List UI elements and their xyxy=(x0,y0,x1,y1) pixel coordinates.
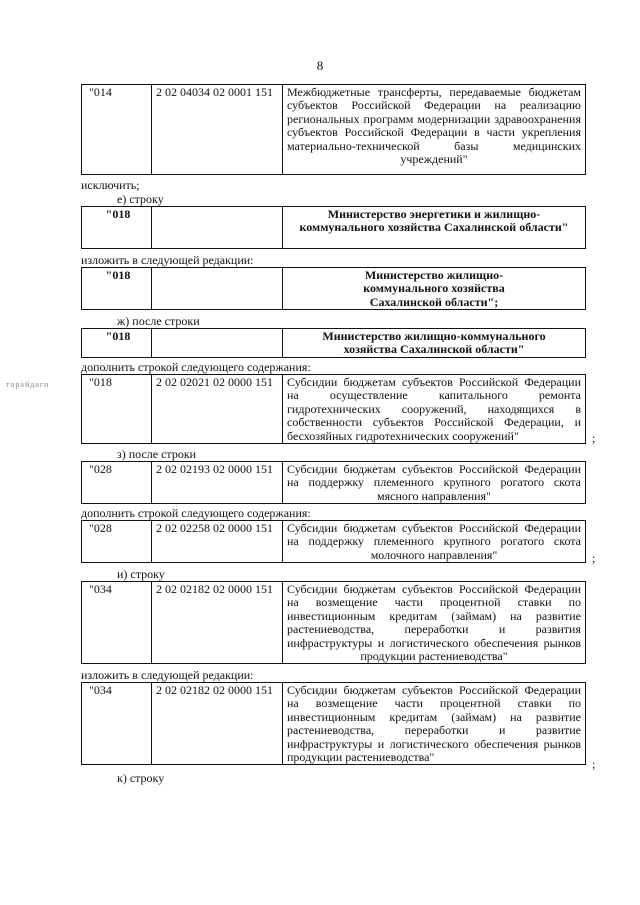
table-row-1 xyxy=(81,84,586,175)
row-kbk: 2 02 02182 02 0000 151 xyxy=(152,582,283,664)
instruction-line: к) строку xyxy=(117,771,165,785)
row-text: Министерство энергетики и жилищно-коммунального хозяйства Сахалинской области" xyxy=(283,207,586,249)
instruction-line: з) после строки xyxy=(117,447,197,461)
instruction-line: дополнить строкой следующего содержания: xyxy=(81,360,311,374)
row-kbk xyxy=(152,329,283,358)
semicolon: ; xyxy=(592,757,596,771)
instruction-line: е) строку xyxy=(117,192,164,206)
table-row-4 xyxy=(81,328,586,358)
row-code: "028 xyxy=(82,521,152,563)
semicolon: ; xyxy=(592,431,596,445)
instruction-line: изложить в следующей редакции: xyxy=(81,668,254,682)
row-text: Субсидии бюджетам субъектов Российской Федерации на поддержку племенного крупного рогатого скота молочного направления" xyxy=(283,521,586,563)
row-text: Министерство жилищно-коммунального хозяйства Сахалинской области"; xyxy=(283,268,586,310)
table-row-3 xyxy=(81,267,586,310)
row-code: "018 xyxy=(82,207,152,249)
table-row-7 xyxy=(81,520,586,563)
instruction-line: дополнить строкой следующего содержания: xyxy=(81,506,311,520)
row-kbk: 2 02 02182 02 0000 151 xyxy=(152,683,283,765)
row-kbk: 2 02 02258 02 0000 151 xyxy=(152,521,283,563)
instruction-line: изложить в следующей редакции: xyxy=(81,253,254,267)
instruction-line: исключить; xyxy=(81,178,140,192)
instruction-line: ж) после строки xyxy=(117,314,200,328)
row-code: "028 xyxy=(82,462,152,504)
row-kbk: 2 02 04034 02 0001 151 xyxy=(152,85,283,175)
row-code: "034 xyxy=(82,582,152,664)
row-code: "018 xyxy=(82,268,152,310)
table-row-9 xyxy=(81,682,586,765)
row-text: Субсидии бюджетам субъектов Российской Федерации на возмещение части процентной ставки по инвестиционным кредитам (займам) на развитие растениеводства, переработки и развития инфраструктуры и логистического обеспечения рынков продукции растениеводства" xyxy=(283,582,586,664)
page-number: 8 xyxy=(316,58,324,73)
row-code: "014 xyxy=(82,85,152,175)
row-text: Министерство жилищно-коммунального хозяйства Сахалинской области" xyxy=(283,329,586,358)
table-row-6 xyxy=(81,461,586,504)
row-code: "018 xyxy=(82,329,152,358)
table-row-8 xyxy=(81,581,586,664)
row-kbk xyxy=(152,268,283,310)
semicolon: ; xyxy=(592,551,596,565)
row-kbk xyxy=(152,207,283,249)
table-row-2 xyxy=(81,206,586,249)
row-kbk: 2 02 02193 02 0000 151 xyxy=(152,462,283,504)
row-text: Субсидии бюджетам субъектов Российской Федерации на осуществление капитального ремонта гидротехнических сооружений, находящихся в собственности субъектов Российской Федерации, и бесхозяйных гидротехнических сооружений" xyxy=(283,375,586,444)
row-text: Субсидии бюджетам субъектов Российской Федерации на возмещение части процентной ставки по инвестиционным кредитам (займам) на развитие растениеводства, переработки и развитие инфраструктуры и логистического обеспечения рынков продукции растениеводства" xyxy=(283,683,586,765)
row-code: "034 xyxy=(82,683,152,765)
margin-noise: торайдагн xyxy=(6,380,50,389)
row-text: Субсидии бюджетам субъектов Российской Федерации на поддержку племенного крупного рогатого скота мясного направления" xyxy=(283,462,586,504)
row-kbk: 2 02 02021 02 0000 151 xyxy=(152,375,283,444)
row-text: Межбюджетные трансферты, передаваемые бюджетам субъектов Российской Федерации на реализацию региональных программ модернизации здравоохранения субъектов Российской Федерации в части укрепления материально-технической базы медицинских учреждений" xyxy=(283,85,586,175)
table-row-5 xyxy=(81,374,586,444)
instruction-line: и) строку xyxy=(117,567,165,581)
row-code: "018 xyxy=(82,375,152,444)
